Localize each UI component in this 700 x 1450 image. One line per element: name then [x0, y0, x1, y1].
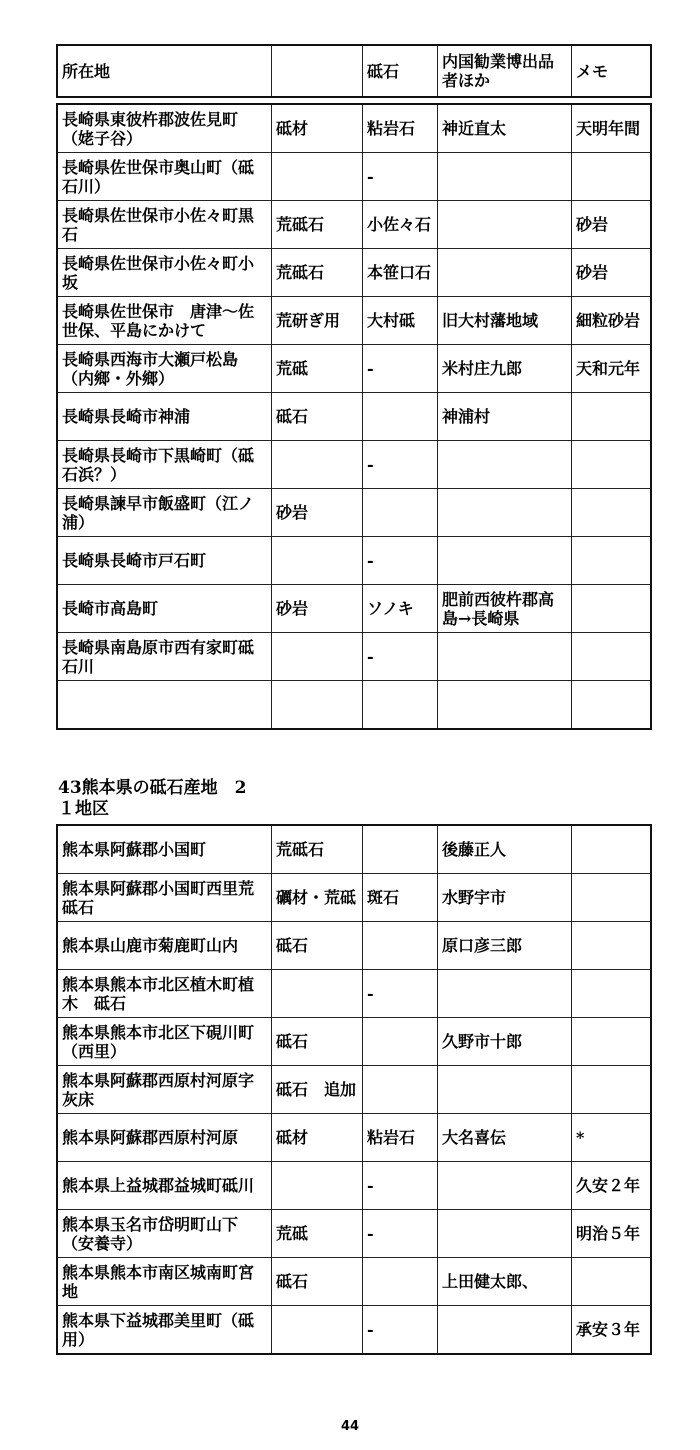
exhibitor-cell	[438, 201, 572, 249]
table-row	[57, 825, 651, 874]
location-cell: 長崎県東彼杵郡波佐見町（姥子谷）	[57, 104, 272, 153]
exhibitor-cell	[438, 1210, 572, 1258]
memo-cell	[572, 153, 652, 201]
location-cell: 長崎県長崎市戸石町	[57, 537, 272, 585]
location-cell: 長崎県西海市大瀬戸松島（内鄉・外鄉）	[57, 345, 272, 393]
type-cell: 砥石	[272, 922, 363, 970]
exhibitor-cell	[438, 441, 572, 489]
exhibitor-cell	[438, 249, 572, 297]
exhibitor-cell	[438, 681, 572, 730]
memo-cell: 天和元年	[572, 345, 652, 393]
location-cell: 熊本県玉名市岱明町山下（安養寺）	[57, 1210, 272, 1258]
nagasaki-table	[56, 103, 652, 730]
whetstone-cell: 斑石	[363, 874, 438, 922]
table-row	[57, 104, 651, 153]
whetstone-cell: -	[363, 1162, 438, 1210]
table-row	[57, 1066, 651, 1114]
table-row	[57, 489, 651, 537]
memo-cell	[572, 585, 652, 633]
location-cell: 熊本県熊本市北区下硯川町（西里）	[57, 1018, 272, 1066]
type-cell	[272, 441, 363, 489]
exhibitor-cell	[438, 633, 572, 681]
whetstone-cell	[363, 1066, 438, 1114]
exhibitor-cell: 原口彦三郎	[438, 922, 572, 970]
page-number: 44	[340, 1419, 360, 1434]
memo-cell: 天明年間	[572, 104, 652, 153]
memo-cell: *	[572, 1114, 652, 1162]
whetstone-cell: -	[363, 345, 438, 393]
whetstone-cell: -	[363, 633, 438, 681]
whetstone-cell: -	[363, 153, 438, 201]
type-cell	[272, 633, 363, 681]
exhibitor-cell: 神近直太	[438, 104, 572, 153]
location-cell: 長崎県佐世保市 唐津～佐世保、平島にかけて	[57, 297, 272, 345]
type-cell	[272, 970, 363, 1018]
type-cell: 荒砥石	[272, 825, 363, 874]
table-row	[57, 345, 651, 393]
location-cell: 長崎市高島町	[57, 585, 272, 633]
memo-cell	[572, 681, 652, 730]
type-cell	[272, 1306, 363, 1355]
table-row	[57, 1210, 651, 1258]
whetstone-cell	[363, 681, 438, 730]
exhibitor-cell	[438, 1066, 572, 1114]
memo-cell	[572, 922, 652, 970]
type-cell: 礪材・荒砥	[272, 874, 363, 922]
exhibitor-cell	[438, 537, 572, 585]
location-cell: 長崎県佐世保市小佐々町黒石	[57, 201, 272, 249]
location-cell: 熊本県阿蘇郡小国町	[57, 825, 272, 874]
header-memo: メモ	[572, 45, 652, 97]
exhibitor-cell: 旧大村藩地域	[438, 297, 572, 345]
memo-cell: 明治５年	[572, 1210, 652, 1258]
table-row	[57, 537, 651, 585]
table-row	[57, 922, 651, 970]
exhibitor-cell	[438, 1162, 572, 1210]
whetstone-cell: 大村砥	[363, 297, 438, 345]
exhibitor-cell: 後藤正人	[438, 825, 572, 874]
exhibitor-cell	[438, 1306, 572, 1355]
table-row	[57, 201, 651, 249]
table-row	[57, 970, 651, 1018]
memo-cell: 砂岩	[572, 201, 652, 249]
exhibitor-cell	[438, 489, 572, 537]
location-cell	[57, 681, 272, 730]
type-cell	[272, 537, 363, 585]
location-cell: 長崎県長崎市神浦	[57, 393, 272, 441]
type-cell: 砥石	[272, 1018, 363, 1066]
header-location: 所在地	[57, 45, 272, 97]
memo-cell	[572, 1258, 652, 1306]
location-cell: 長崎県佐世保市小佐々町小坂	[57, 249, 272, 297]
location-cell: 熊本県熊本市南区城南町宮地	[57, 1258, 272, 1306]
exhibitor-cell: 水野宇市	[438, 874, 572, 922]
table-row	[57, 393, 651, 441]
whetstone-cell	[363, 393, 438, 441]
whetstone-cell: -	[363, 1306, 438, 1355]
type-cell	[272, 681, 363, 730]
location-cell: 熊本県山鹿市菊鹿町山内	[57, 922, 272, 970]
type-cell: 砥材	[272, 1114, 363, 1162]
memo-cell	[572, 874, 652, 922]
kumamoto-table	[56, 824, 652, 1355]
header-row	[57, 45, 651, 97]
location-cell: 長崎県佐世保市奥山町（砥石川）	[57, 153, 272, 201]
table-row	[57, 1306, 651, 1355]
exhibitor-cell: 神浦村	[438, 393, 572, 441]
section-title-text: 43熊本県の砥石産地 2 １地区	[58, 778, 247, 819]
whetstone-cell	[363, 1018, 438, 1066]
table-row	[57, 874, 651, 922]
whetstone-cell: -	[363, 537, 438, 585]
memo-cell	[572, 537, 652, 585]
type-cell: 砥石 追加	[272, 1066, 363, 1114]
whetstone-cell: 本笹口石	[363, 249, 438, 297]
table-row	[57, 297, 651, 345]
location-cell: 熊本県阿蘇郡西原村河原字灰床	[57, 1066, 272, 1114]
memo-cell	[572, 970, 652, 1018]
whetstone-cell: -	[363, 1210, 438, 1258]
section-title	[58, 778, 358, 820]
type-cell: 荒砥	[272, 345, 363, 393]
table-row	[57, 1114, 651, 1162]
type-cell: 荒研ぎ用	[272, 297, 363, 345]
whetstone-cell	[363, 489, 438, 537]
exhibitor-cell: 上田健太郎、	[438, 1258, 572, 1306]
table-row	[57, 633, 651, 681]
type-cell: 砂岩	[272, 489, 363, 537]
whetstone-cell: 小佐々石	[363, 201, 438, 249]
type-cell: 荒砥石	[272, 249, 363, 297]
memo-cell	[572, 825, 652, 874]
whetstone-cell	[363, 1258, 438, 1306]
memo-cell	[572, 1066, 652, 1114]
memo-cell	[572, 441, 652, 489]
whetstone-cell: -	[363, 441, 438, 489]
whetstone-cell: -	[363, 970, 438, 1018]
memo-cell	[572, 633, 652, 681]
header-table	[56, 44, 652, 98]
location-cell: 熊本県熊本市北区植木町植木 砥石	[57, 970, 272, 1018]
memo-cell: 砂岩	[572, 249, 652, 297]
exhibitor-cell	[438, 970, 572, 1018]
table-row	[57, 249, 651, 297]
memo-cell: 承安３年	[572, 1306, 652, 1355]
exhibitor-cell: 久野市十郎	[438, 1018, 572, 1066]
whetstone-cell: ソノキ	[363, 585, 438, 633]
memo-cell: 久安２年	[572, 1162, 652, 1210]
location-cell: 熊本県上益城郡益城町砥川	[57, 1162, 272, 1210]
type-cell	[272, 1162, 363, 1210]
table-row	[57, 1162, 651, 1210]
whetstone-cell	[363, 922, 438, 970]
table-row	[57, 1018, 651, 1066]
memo-cell: 細粒砂岩	[572, 297, 652, 345]
type-cell: 砂岩	[272, 585, 363, 633]
type-cell	[272, 153, 363, 201]
exhibitor-cell	[438, 153, 572, 201]
header-blank	[272, 45, 363, 97]
exhibitor-cell: 肥前西彼杵郡高島→長崎県	[438, 585, 572, 633]
location-cell: 熊本県阿蘇郡西原村河原	[57, 1114, 272, 1162]
header-exhibitor: 内国勧業博出品者ほか	[438, 45, 572, 97]
whetstone-cell: 粘岩石	[363, 1114, 438, 1162]
type-cell: 荒砥石	[272, 201, 363, 249]
whetstone-cell	[363, 825, 438, 874]
location-cell: 長崎県諫早市飯盛町（江ノ浦）	[57, 489, 272, 537]
table-row	[57, 441, 651, 489]
exhibitor-cell: 米村庄九郎	[438, 345, 572, 393]
memo-cell	[572, 393, 652, 441]
table-row	[57, 681, 651, 730]
memo-cell	[572, 489, 652, 537]
location-cell: 長崎県南島原市西有家町砥石川	[57, 633, 272, 681]
location-cell: 熊本県阿蘇郡小国町西里荒砥石	[57, 874, 272, 922]
header-whetstone: 砥石	[363, 45, 438, 97]
whetstone-cell: 粘岩石	[363, 104, 438, 153]
location-cell: 熊本県下益城郡美里町（砥用）	[57, 1306, 272, 1355]
table-row	[57, 153, 651, 201]
type-cell: 砥石	[272, 1258, 363, 1306]
table-row	[57, 585, 651, 633]
table-row	[57, 1258, 651, 1306]
exhibitor-cell: 大名喜伝	[438, 1114, 572, 1162]
location-cell: 長崎県長崎市下黒崎町（砥石浜？）	[57, 441, 272, 489]
type-cell: 砥石	[272, 393, 363, 441]
memo-cell	[572, 1018, 652, 1066]
type-cell: 砥材	[272, 104, 363, 153]
type-cell: 荒砥	[272, 1210, 363, 1258]
